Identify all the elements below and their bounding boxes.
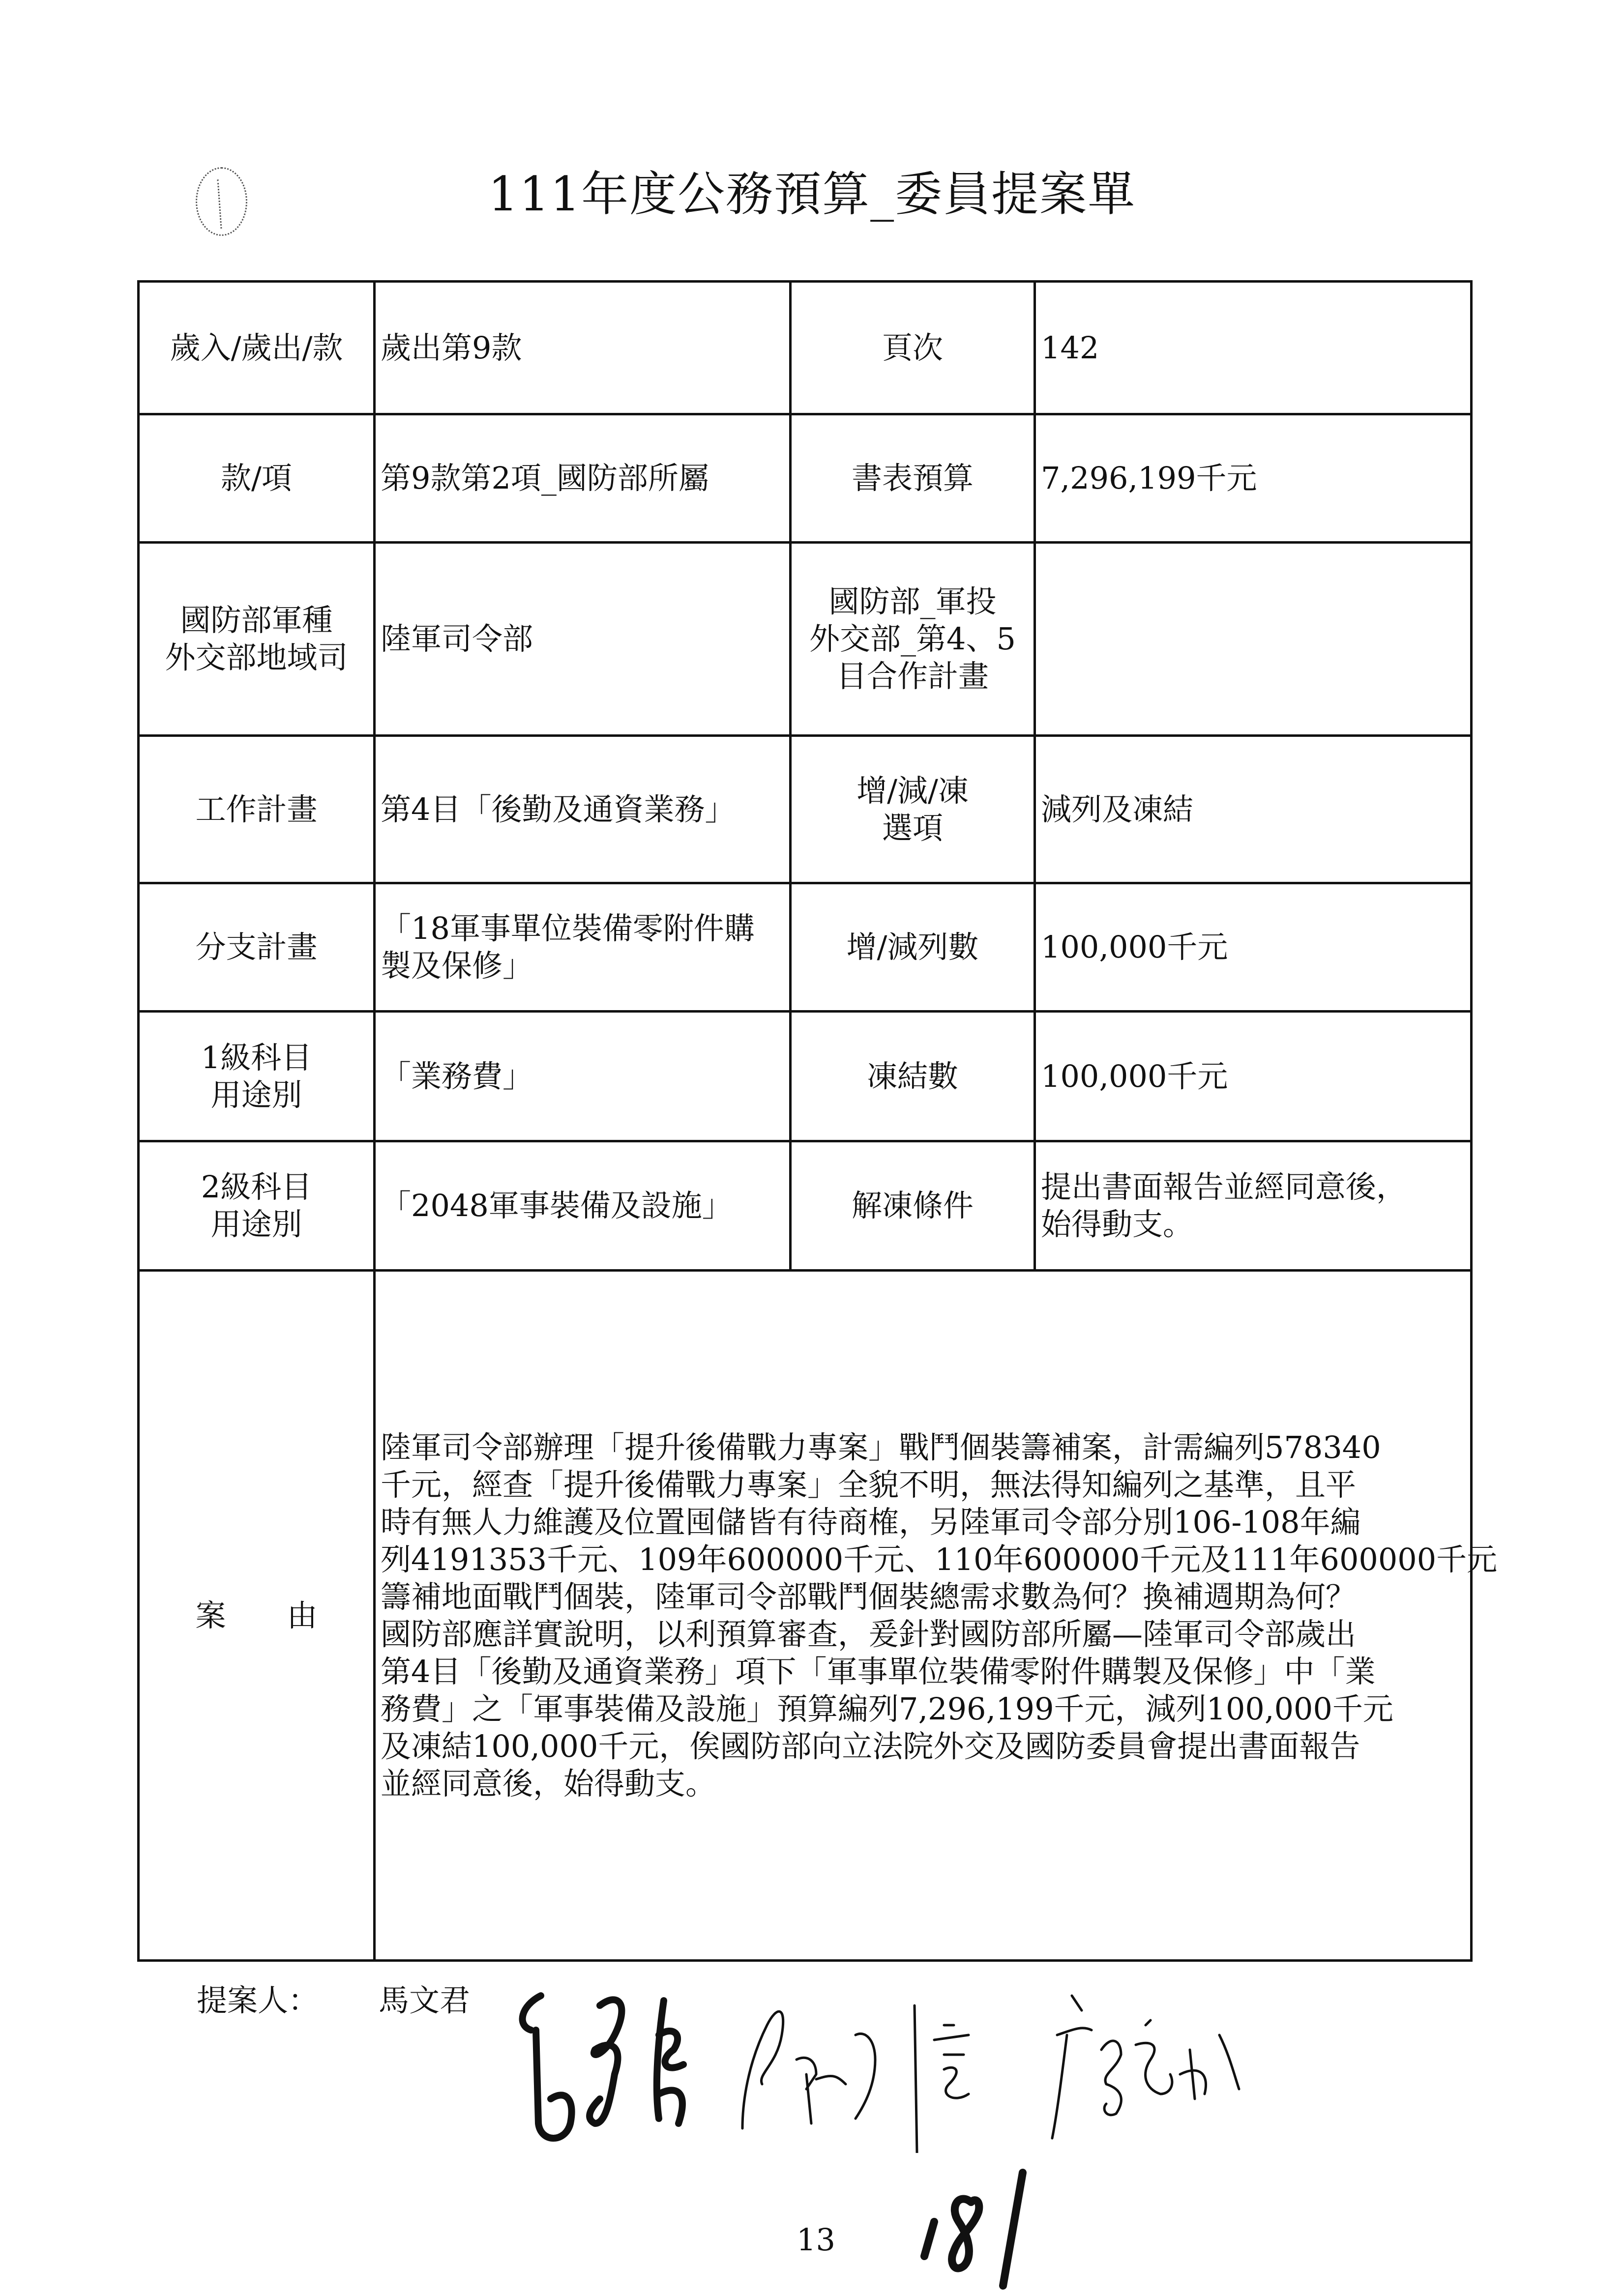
- form-row-level2-subject: [139, 1141, 1472, 1271]
- label-revenue-expense-section: 歲入/歲出/款: [139, 282, 375, 414]
- value-section-item: 第9款第2項_國防部所屬: [375, 414, 791, 543]
- label-level1-subject: [139, 1012, 375, 1141]
- page-number: 13: [797, 2222, 835, 2258]
- value-adjust-option: 減列及凍結: [1035, 736, 1472, 883]
- value-page: 142: [1035, 282, 1472, 414]
- value-branch-plan-line-1: 「18軍事單位裝備零附件購: [381, 910, 755, 946]
- proposal-form-table: [137, 280, 1498, 1962]
- label-agency-line-2: 外交部地域司: [165, 639, 348, 675]
- label-adjust-option-line-1: 增/減/凍: [856, 772, 969, 809]
- value-cooperation-plan: [1035, 543, 1472, 736]
- value-adjust-amount: 100,000千元: [1035, 883, 1472, 1012]
- label-section-item: 款/項: [139, 414, 375, 543]
- value-branch-plan-line-2: 製及保修」: [381, 948, 533, 984]
- reason-line: 千元，經查「提升後備戰力專案」全貌不明，無法得知編列之基準，且平: [381, 1466, 1357, 1503]
- reason-line: 陸軍司令部辦理「提升後備戰力專案」戰鬥個裝籌補案，計需編列578340: [381, 1429, 1381, 1465]
- reason-line: 籌補地面戰鬥個裝，陸軍司令部戰鬥個裝總需求數為何？換補週期為何？: [381, 1578, 1357, 1615]
- form-row-level1-subject: [139, 1012, 1472, 1141]
- value-unfreeze-condition-line-2: 始得動支。: [1041, 1206, 1194, 1242]
- label-level2-subject-line-2: 用途別: [210, 1206, 302, 1242]
- reason-line: 時有無人力維護及位置囤儲皆有待商榷，另陸軍司令部分別106-108年編: [381, 1504, 1361, 1540]
- signature-1: [523, 1996, 683, 2138]
- label-page: 頁次: [791, 282, 1035, 414]
- label-cooperation-plan-line-1: 國防部_軍投: [828, 583, 997, 619]
- label-branch-plan: 分支計畫: [139, 883, 375, 1012]
- label-cooperation-plan-line-3: 目合作計畫: [836, 658, 989, 694]
- label-statement-budget: 書表預算: [791, 414, 1035, 543]
- label-cooperation-plan: [791, 543, 1035, 736]
- label-agency: [139, 543, 375, 736]
- form-row-section-item: [139, 414, 1472, 543]
- label-adjust-amount: 增/減列數: [791, 883, 1035, 1012]
- label-adjust-option: [791, 736, 1035, 883]
- reason-line: 及凍結100,000千元，俟國防部向立法院外交及國防委員會提出書面報告: [381, 1728, 1360, 1764]
- label-reason: 案 由: [139, 1271, 375, 1961]
- value-branch-plan: [375, 883, 791, 1012]
- value-agency: 陸軍司令部: [375, 543, 791, 736]
- value-statement-budget: 7,296,199千元: [1035, 414, 1472, 543]
- value-unfreeze-condition-line-1: 提出書面報告並經同意後，: [1041, 1169, 1407, 1205]
- value-revenue-expense-section: 歲出第9款: [375, 282, 791, 414]
- reason-line: 國防部應詳實說明，以利預算審查，爰針對國防部所屬—陸軍司令部歲出: [381, 1616, 1357, 1652]
- label-frozen-amount: 凍結數: [791, 1012, 1035, 1141]
- label-level2-subject: [139, 1141, 375, 1271]
- label-cooperation-plan-line-2: 外交部_第4、5: [809, 621, 1016, 657]
- label-work-plan: 工作計畫: [139, 736, 375, 883]
- handwritten-signatures: [511, 1976, 1544, 2153]
- form-row-agency: [139, 543, 1472, 736]
- document-title: 111年度公務預算_委員提案單: [488, 167, 1136, 222]
- reason-line: 務費」之「軍事裝備及設施」預算編列7,296,199千元，減列100,000千元: [381, 1690, 1393, 1727]
- form-row-budget-type: [139, 282, 1472, 414]
- reason-line: 列4191353千元、109年600000千元、110年600000千元及111年600000千元: [381, 1541, 1498, 1577]
- proposer-label: 提案人：: [197, 1982, 319, 2018]
- form-row-work-plan: [139, 736, 1472, 883]
- label-agency-line-1: 國防部軍種: [180, 602, 333, 638]
- reason-line: 並經同意後，始得動支。: [381, 1765, 716, 1802]
- label-level2-subject-line-1: 2級科目: [201, 1169, 312, 1205]
- reason-text: [375, 1271, 1498, 1961]
- reason-line: 第4目「後勤及通資業務」項下「軍事單位裝備零附件購製及保修」中「業: [381, 1653, 1376, 1689]
- signature-3: [1052, 1996, 1239, 2138]
- form-row-reason: [139, 1271, 1472, 1961]
- handwritten-page-number: [905, 2163, 1082, 2291]
- label-level1-subject-line-1: 1級科目: [201, 1039, 312, 1075]
- value-level1-subject: 「業務費」: [375, 1012, 791, 1141]
- value-work-plan: 第4目「後勤及通資業務」: [375, 736, 791, 883]
- value-frozen-amount: 100,000千元: [1035, 1012, 1472, 1141]
- value-unfreeze-condition: [1035, 1141, 1472, 1271]
- label-unfreeze-condition: 解凍條件: [791, 1141, 1035, 1271]
- signature-2: [742, 2005, 969, 2153]
- label-level1-subject-line-2: 用途別: [210, 1076, 302, 1113]
- value-level2-subject: 「2048軍事裝備及設施」: [375, 1141, 791, 1271]
- label-adjust-option-line-2: 選項: [882, 810, 943, 846]
- form-row-branch-plan: [139, 883, 1472, 1012]
- proposer-name: 馬文君: [379, 1982, 471, 2018]
